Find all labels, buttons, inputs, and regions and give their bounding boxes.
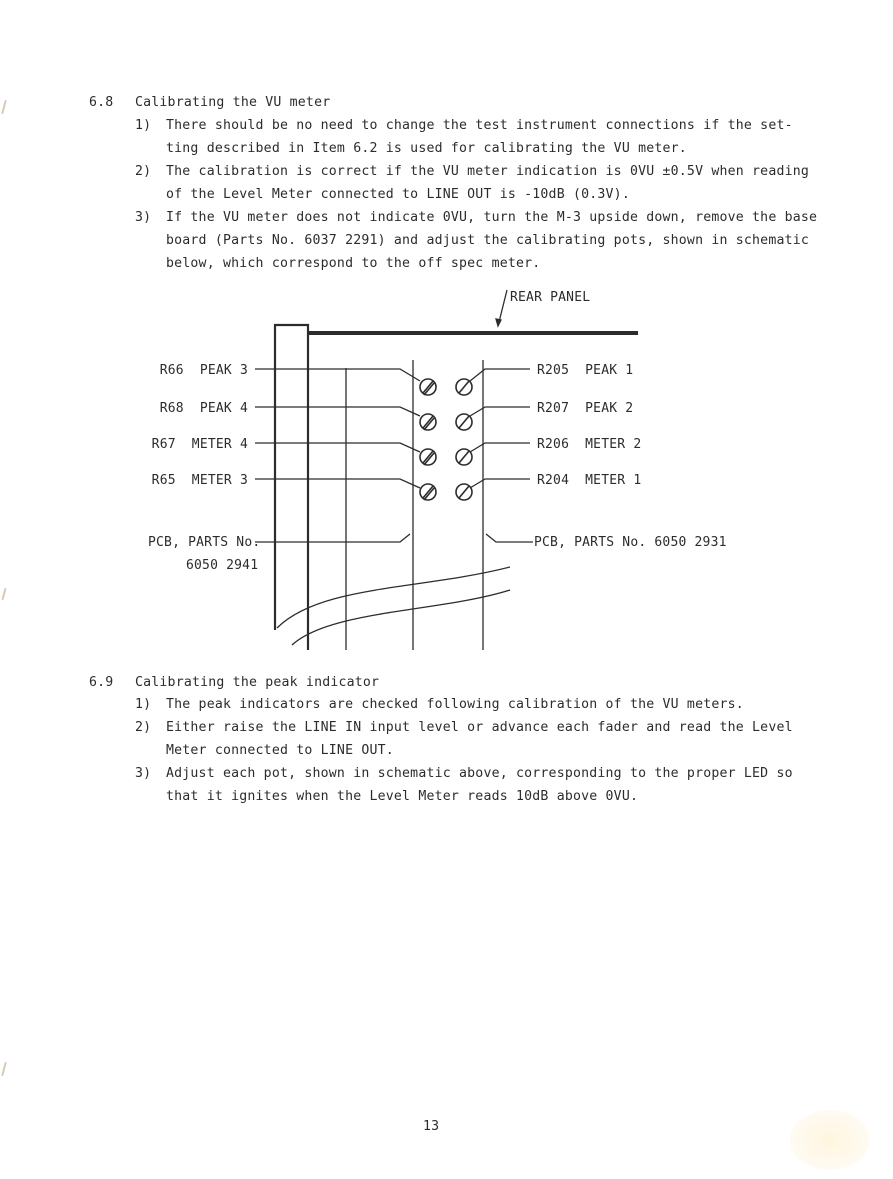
pcb-right-label: PCB, PARTS No. 6050 2931 bbox=[534, 535, 727, 550]
leader-r66 bbox=[255, 369, 420, 381]
pot-label-r204: R204 METER 1 bbox=[537, 473, 642, 488]
break-line bbox=[277, 567, 510, 628]
paper-stain bbox=[790, 1110, 870, 1170]
section-title: Calibrating the VU meter bbox=[135, 95, 331, 110]
pot-label-r68: R68 PEAK 4 bbox=[159, 401, 248, 416]
item-text-line: If the VU meter does not indicate 0VU, turn the M-3 upside down, remove the base bbox=[166, 210, 818, 225]
item-number: 1) bbox=[135, 118, 152, 133]
item-number: 3) bbox=[135, 766, 152, 781]
leader-r204 bbox=[470, 479, 530, 488]
leader-r68 bbox=[255, 407, 420, 416]
pot-r68 bbox=[420, 414, 436, 430]
scan-mark bbox=[1, 100, 7, 114]
pot-location-schematic bbox=[0, 280, 893, 660]
leader-pcb-left bbox=[255, 534, 410, 542]
item-number: 1) bbox=[135, 697, 152, 712]
pcb-left-label: PCB, PARTS No. bbox=[148, 535, 261, 550]
leader-r207 bbox=[470, 407, 530, 416]
scan-mark bbox=[1, 1062, 7, 1076]
leader-r205 bbox=[470, 369, 530, 381]
break-line bbox=[292, 590, 510, 645]
pcb-left-partno: 6050 2941 bbox=[186, 558, 259, 573]
pot-label-r206: R206 METER 2 bbox=[537, 437, 642, 452]
pot-label-r65: R65 METER 3 bbox=[151, 473, 248, 488]
pot-label-r66: R66 PEAK 3 bbox=[159, 363, 248, 378]
item-number: 2) bbox=[135, 720, 152, 735]
item-text-line: Meter connected to LINE OUT. bbox=[166, 743, 394, 758]
pot-label-r67: R67 METER 4 bbox=[151, 437, 248, 452]
leader-r206 bbox=[470, 443, 530, 452]
section-title: Calibrating the peak indicator bbox=[135, 675, 380, 690]
pot-label-r207: R207 PEAK 2 bbox=[537, 401, 634, 416]
pot-r205 bbox=[456, 379, 472, 395]
chassis-outline bbox=[275, 325, 308, 650]
pot-label-r205: R205 PEAK 1 bbox=[537, 363, 634, 378]
section-number: 6.9 bbox=[89, 675, 114, 690]
pot-r206 bbox=[456, 449, 472, 465]
pot-r65 bbox=[420, 484, 436, 500]
item-text-line: below, which correspond to the off spec meter. bbox=[166, 256, 541, 271]
item-text-line: The peak indicators are checked following calibration of the VU meters. bbox=[166, 697, 744, 712]
rear-panel-label: REAR PANEL bbox=[510, 290, 591, 305]
pot-r204 bbox=[456, 484, 472, 500]
leader-r67 bbox=[255, 443, 420, 452]
item-number: 3) bbox=[135, 210, 152, 225]
leader-pcb-right bbox=[486, 534, 533, 542]
item-text-line: board (Parts No. 6037 2291) and adjust the calibrating pots, shown in schematic bbox=[166, 233, 810, 248]
leader-r65 bbox=[255, 479, 420, 488]
item-number: 2) bbox=[135, 164, 152, 179]
pot-r67 bbox=[420, 449, 436, 465]
page-number: 13 bbox=[423, 1119, 440, 1134]
pot-r66 bbox=[420, 379, 436, 395]
item-text-line: of the Level Meter connected to LINE OUT is -10dB (0.3V). bbox=[166, 187, 630, 202]
item-text-line: There should be no need to change the test instrument connections if the set- bbox=[166, 118, 793, 133]
item-text-line: ting described in Item 6.2 is used for calibrating the VU meter. bbox=[166, 141, 687, 156]
item-text-line: Adjust each pot, shown in schematic above, corresponding to the proper LED so bbox=[166, 766, 793, 781]
item-text-line: The calibration is correct if the VU meter indication is 0VU ±0.5V when reading bbox=[166, 164, 810, 179]
section-number: 6.8 bbox=[89, 95, 114, 110]
pot-r207 bbox=[456, 414, 472, 430]
item-text-line: that it ignites when the Level Meter reads 10dB above 0VU. bbox=[166, 789, 639, 804]
item-text-line: Either raise the LINE IN input level or advance each fader and read the Level bbox=[166, 720, 793, 735]
